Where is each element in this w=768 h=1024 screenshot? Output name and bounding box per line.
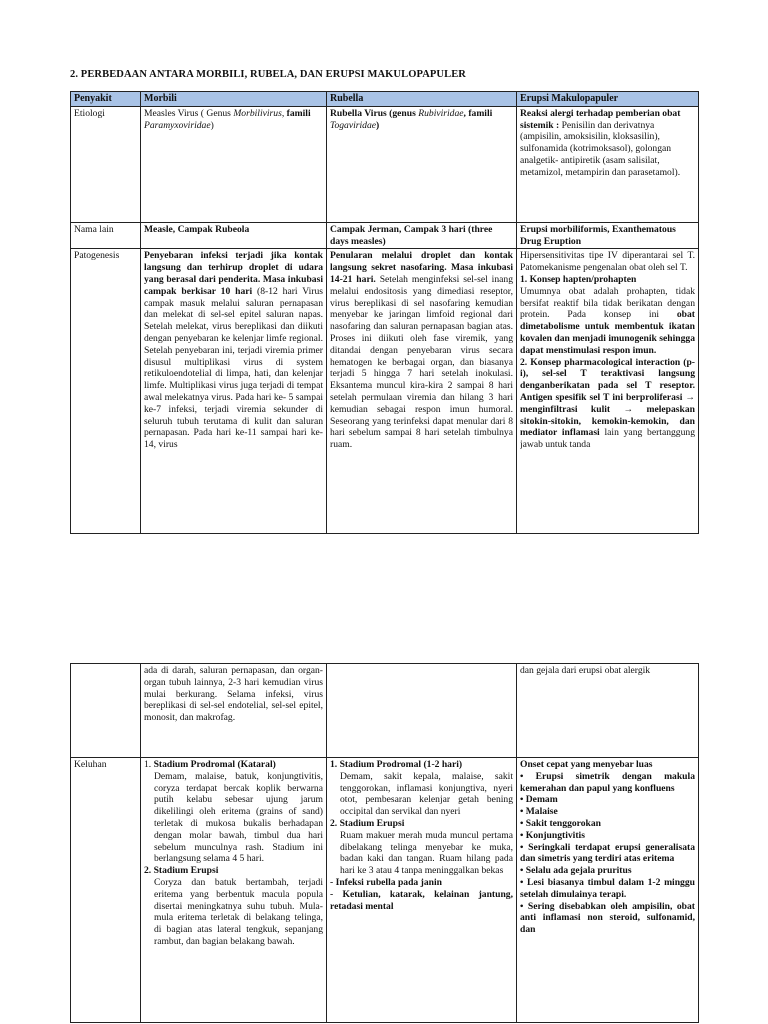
patogenesis-morbili: Penyebaran infeksi terjadi jika kontak langsung dan terhirup droplet di udara yang berasal dari penderita. Masa inkubasi campak berkisar 10 hari (8-12 hari Virus campak masuk melalui saluran pernapasan dan melekat di sel-sel epitel saluran napas. Setelah melekat, virus bereplikasi dan diikuti dengan penyebaran ke kelenjar limfe regional. Setelah penyebaran ini, terjadi viremia primer disusul multiplikasi virus di system retikuloendotelial di limpa, hati, dan kelenjar limfe. Multiplikasi virus juga terjadi di tempat awal melekatnya virus. Pada hari ke- 5 sampai ke-7 infeksi, terjadi viremia sekunder di seluruh tubuh terutama di kulit dan saluran pernapasan. Pada hari ke-11 sampai hari ke- 14, virus: [141, 249, 327, 534]
table-row-keluhan: [71, 758, 699, 1023]
row-label-empty: [71, 664, 141, 758]
patogenesis-emp-cont: dan gejala dari erupsi obat alergik: [517, 664, 699, 758]
etiologi-emp: Reaksi alergi terhadap pemberian obat sistemik : Penisilin dan derivatnya (ampisilin, amoksisilin, kloksasilin), sulfonamida (kotrimoksasol), golongan analgetik- antipiretik (asam salisilat, metamizol, metampirin dan parasetamol).: [517, 106, 699, 222]
comparison-table-part-1: [70, 91, 699, 534]
table-row-etiologi: [71, 106, 699, 222]
table-row-patogenesis: [71, 249, 699, 534]
keluhan-morbili: 1. Stadium Prodromal (Kataral) Demam, malaise, batuk, konjungtivitis, coryza terdapat bercak koplik berwarna putih kelabu sebesar ujung jarum dikelilingi oleh eritema (grains of sand) terletak di mukosa bukalis berhadapan dengan molar bawah, timbul dua hari sebelum munculnya rash. Stadium ini berlangsung selama 4 5 hari. 2. Stadium Erupsi Coryza dan batuk bertambah, terjadi eritema yang berbentuk macula popula disertai meningkatnya suhu tubuh. Mula-mula eritema terletak di belakang telinga, di bagian atas lateral tengkuk, sepanjang rambut, dan bagian belakang bawah.: [141, 758, 327, 1023]
nama-lain-morbili: Measle, Campak Rubeola: [141, 222, 327, 249]
keluhan-rubella: 1. Stadium Prodromal (1-2 hari) Demam, sakit kepala, malaise, sakit tenggorokan, inflamasi konjungtiva, nyeri otot, pembesaran kelenjar getah bening occipital dan servikal dan nyeri 2. Stadium Erupsi Ruam makuer merah muda muncul pertama dibelakang telinga menyebar ke muka, badan kaki dan tangan. Ruam hilang pada hari ke 3 atau 4 tanpa meninggalkan bekas - Infeksi rubella pada janin - Ketulian, katarak, kelainan jantung, retadasi mental: [327, 758, 517, 1023]
row-label-nama-lain: Nama lain: [71, 222, 141, 249]
patogenesis-emp: Hipersensitivitas tipe IV diperantarai sel T. Patomekanisme pengenalan obat oleh sel T. 1. Konsep hapten/prohapten Umumnya obat adalah prohapten, tidak bersifat reaktif bila tidak berikatan dengan protein. Pada konsep ini obat dimetabolisme untuk membentuk ikatan kovalen dan menjadi imunogenik sehingga dapat menstimulasi respon imun. 2. Konsep pharmacological interaction (p- i), sel-sel T teraktivasi langsung denganberikatan pada sel T reseptor. Antigen spesifik sel T ini berproliferasi → menginfiltrasi kulit → melepaskan sitokin-sitokin, kemokin-kemokin, dan mediator inflamasi lain yang bertanggung jawab untuk tanda: [517, 249, 699, 534]
patogenesis-rubella-cont: [327, 664, 517, 758]
nama-lain-emp: Erupsi morbiliformis, Exanthematous Drug Eruption: [517, 222, 699, 249]
keluhan-emp: Onset cepat yang menyebar luas • Erupsi simetrik dengan makula kemerahan dan papul yang konfluens • Demam • Malaise • Sakit tenggorokan • Konjungtivitis • Seringkali terdapat erupsi generalisata dan simetris yang terdiri atas eritema • Selalu ada gejala pruritus • Lesi biasanya timbul dalam 1-2 minggu setelah dimulainya terapi. • Sering disebabkan oleh ampisilin, obat anti inflamasi non steroid, sulfonamid, dan: [517, 758, 699, 1023]
etiologi-morbili: Measles Virus ( Genus Morbilivirus, famili Paramyxoviridae): [141, 106, 327, 222]
row-label-patogenesis: Patogenesis: [71, 249, 141, 534]
header-morbili: Morbili: [141, 92, 327, 107]
row-label-keluhan: Keluhan: [71, 758, 141, 1023]
row-label-etiologi: Etiologi: [71, 106, 141, 222]
header-penyakit: Penyakit: [71, 92, 141, 107]
table-row-patogenesis-cont: [71, 664, 699, 758]
section-heading: 2. PERBEDAAN ANTARA MORBILI, RUBELA, DAN ERUPSI MAKULOPAPULER: [70, 69, 466, 80]
patogenesis-morbili-cont: ada di darah, saluran pernapasan, dan organ-organ tubuh lainnya, 2-3 hari kemudian virus mulai berkurang. Selama infeksi, virus bereplikasi di sel-sel endotelial, sel-sel epitel, monosit, dan makrofag.: [141, 664, 327, 758]
nama-lain-rubella: Campak Jerman, Campak 3 hari (three days measles): [327, 222, 517, 249]
patogenesis-rubella: Penularan melalui droplet dan kontak langsung sekret nasofaring. Masa inkubasi 14-21 hari. Setelah menginfeksi sel-sel inang melalui endositosis yang dimediasi reseptor, virus bereplikasi di sel nasofaring kemudian menyebar ke jaringan limfoid regional dari nasofaring dan saluran pernapasan bagian atas. Proses ini diikuti oleh fase viremik, yang ditandai dengan penyebaran virus secara hematogen ke berbagai organ, dan biasanya terjadi 5 hingga 7 hari setelah inokulasi. Eksantema muncul kira-kira 2 sampai 8 hari setelah permulaan viremia dan hilang 3 hari kemudian sebagai respon imun humoral. Seseorang yang terinfeksi dapat menular dari 8 hari sebelum sampai 8 hari setelah timbulnya ruam.: [327, 249, 517, 534]
header-emp: Erupsi Makulopapuler: [517, 92, 699, 107]
comparison-table-part-2: [70, 663, 699, 1023]
etiologi-rubella: Rubella Virus (genus Rubiviridae, famili Togaviridae): [327, 106, 517, 222]
header-rubella: Rubella: [327, 92, 517, 107]
table-row-nama-lain: [71, 222, 699, 249]
table-header-row: [71, 92, 699, 107]
